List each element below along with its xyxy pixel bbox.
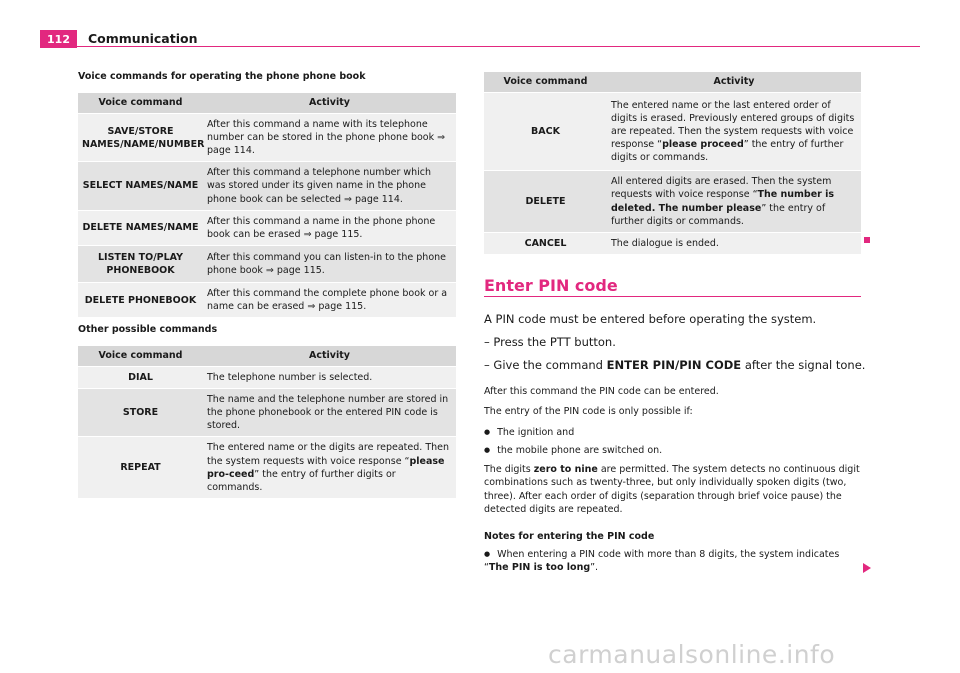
page-number: 112 [40, 30, 77, 48]
continue-arrow-icon [863, 563, 871, 573]
command-cell: DELETE PHONEBOOK [78, 282, 203, 317]
pin-paragraph-1: After this command the PIN code can be entered. [484, 386, 719, 397]
step-text: after the signal tone. [741, 358, 866, 372]
table-row [78, 437, 456, 498]
table-row [78, 245, 456, 282]
table-row [78, 367, 456, 389]
note-text: ”. [590, 562, 599, 574]
column-header-activity: Activity [203, 93, 456, 114]
activity-text: ” the entry of further digits or commands. [611, 202, 826, 227]
activity-emphasis: please pro-ceed [207, 455, 445, 480]
section-end-marker [864, 237, 870, 243]
activity-emphasis: The number is deleted. The number please [611, 189, 835, 214]
activity-text: All entered digits are erased. Then the system requests with voice response “ [611, 176, 832, 201]
activity-text: The entered name or the last entered order of digits is erased. Previously entered groups of digits are repeated. Then the system requests with voice response “ [611, 99, 855, 151]
column-header-activity: Activity [203, 346, 456, 367]
command-cell: SELECT NAMES/NAME [78, 162, 203, 210]
command-cell: DIAL [78, 367, 203, 389]
activity-cell [203, 437, 456, 498]
column-header-command: Voice command [78, 93, 203, 114]
command-cell: REPEAT [78, 437, 203, 498]
activity-cell: After this command you can listen-in to the phone phone book ⇒ page 115. [203, 245, 456, 282]
step-text: – Give the command [484, 358, 607, 372]
table-row [78, 282, 456, 317]
step-command: ENTER PIN/PIN CODE [606, 358, 742, 372]
command-cell: CANCEL [484, 233, 607, 255]
pin-intro: A PIN code must be entered before operating the system. [484, 312, 817, 326]
table-row [484, 93, 861, 171]
bullet-item: ● the mobile phone are switched on. [484, 444, 662, 457]
column-header-command: Voice command [78, 346, 203, 367]
phonebook-commands-table [78, 93, 456, 317]
watermark: carmanualsonline.info [548, 640, 836, 669]
activity-cell: The name and the telephone number are stored in the phone phonebook or the entered PIN code is stored. [203, 389, 456, 437]
header-rule [40, 46, 920, 47]
paragraph-text: are permitted. The system detects no continuous digit combinations such as twenty-three, but only individually spoken digits (two, three). After each order of digits (separation through brief voice pause) the detected digits are repeated. [484, 464, 860, 516]
other-commands-table [78, 346, 456, 498]
other-commands-caption: Other possible commands [78, 324, 218, 335]
activity-emphasis: please proceed [662, 139, 744, 151]
running-header: Communication [88, 31, 198, 46]
notes-heading: Notes for entering the PIN code [484, 531, 655, 542]
command-cell: DELETE [484, 171, 607, 233]
column-header-command: Voice command [484, 72, 607, 93]
command-cell: STORE [78, 389, 203, 437]
paragraph-text: The digits [484, 464, 534, 475]
activity-text: ” the entry of further digits or commands. [611, 139, 844, 164]
command-cell: LISTEN TO/PLAY PHONEBOOK [78, 245, 203, 282]
table-row [78, 114, 456, 162]
pin-step-1: – Press the PTT button. [484, 335, 616, 349]
section-title: Enter PIN code [484, 276, 618, 295]
table-row [78, 210, 456, 245]
activity-cell: After this command a telephone number which was stored under its given name in the phone phone book can be selected ⇒ page 114. [203, 162, 456, 210]
table-row [484, 233, 861, 255]
table-row [78, 162, 456, 210]
activity-cell [607, 93, 861, 171]
column-header-activity: Activity [607, 72, 861, 93]
note-item [484, 548, 862, 575]
more-commands-table [484, 72, 861, 254]
command-cell: DELETE NAMES/NAME [78, 210, 203, 245]
activity-cell: The telephone number is selected. [203, 367, 456, 389]
activity-text: ” the entry of further digits or commands. [207, 468, 396, 493]
command-cell: BACK [484, 93, 607, 171]
pin-step-2 [484, 358, 865, 372]
note-emphasis: The PIN is too long [488, 562, 591, 574]
phonebook-caption: Voice commands for operating the phone phone book [78, 71, 366, 82]
section-rule [484, 296, 861, 297]
paragraph-emphasis: zero to nine [533, 464, 598, 475]
pin-paragraph-3 [484, 463, 862, 517]
note-text: When entering a PIN code with more than 8 digits, the system indicates “ [484, 549, 840, 574]
activity-text: The entered name or the digits are repeated. Then the system requests with voice response “ [207, 442, 450, 467]
activity-cell: After this command the complete phone book or a name can be erased ⇒ page 115. [203, 282, 456, 317]
activity-cell [607, 171, 861, 233]
activity-cell: After this command a name with its telephone number can be stored in the phone phone book ⇒ page 114. [203, 114, 456, 162]
activity-cell: After this command a name in the phone phone book can be erased ⇒ page 115. [203, 210, 456, 245]
command-cell: SAVE/STORE NAMES/NAME/NUMBER [78, 114, 203, 162]
activity-cell: The dialogue is ended. [607, 233, 861, 255]
pin-paragraph-2: The entry of the PIN code is only possible if: [484, 406, 693, 417]
table-row [78, 389, 456, 437]
table-row [484, 171, 861, 233]
bullet-item: ● The ignition and [484, 426, 574, 439]
